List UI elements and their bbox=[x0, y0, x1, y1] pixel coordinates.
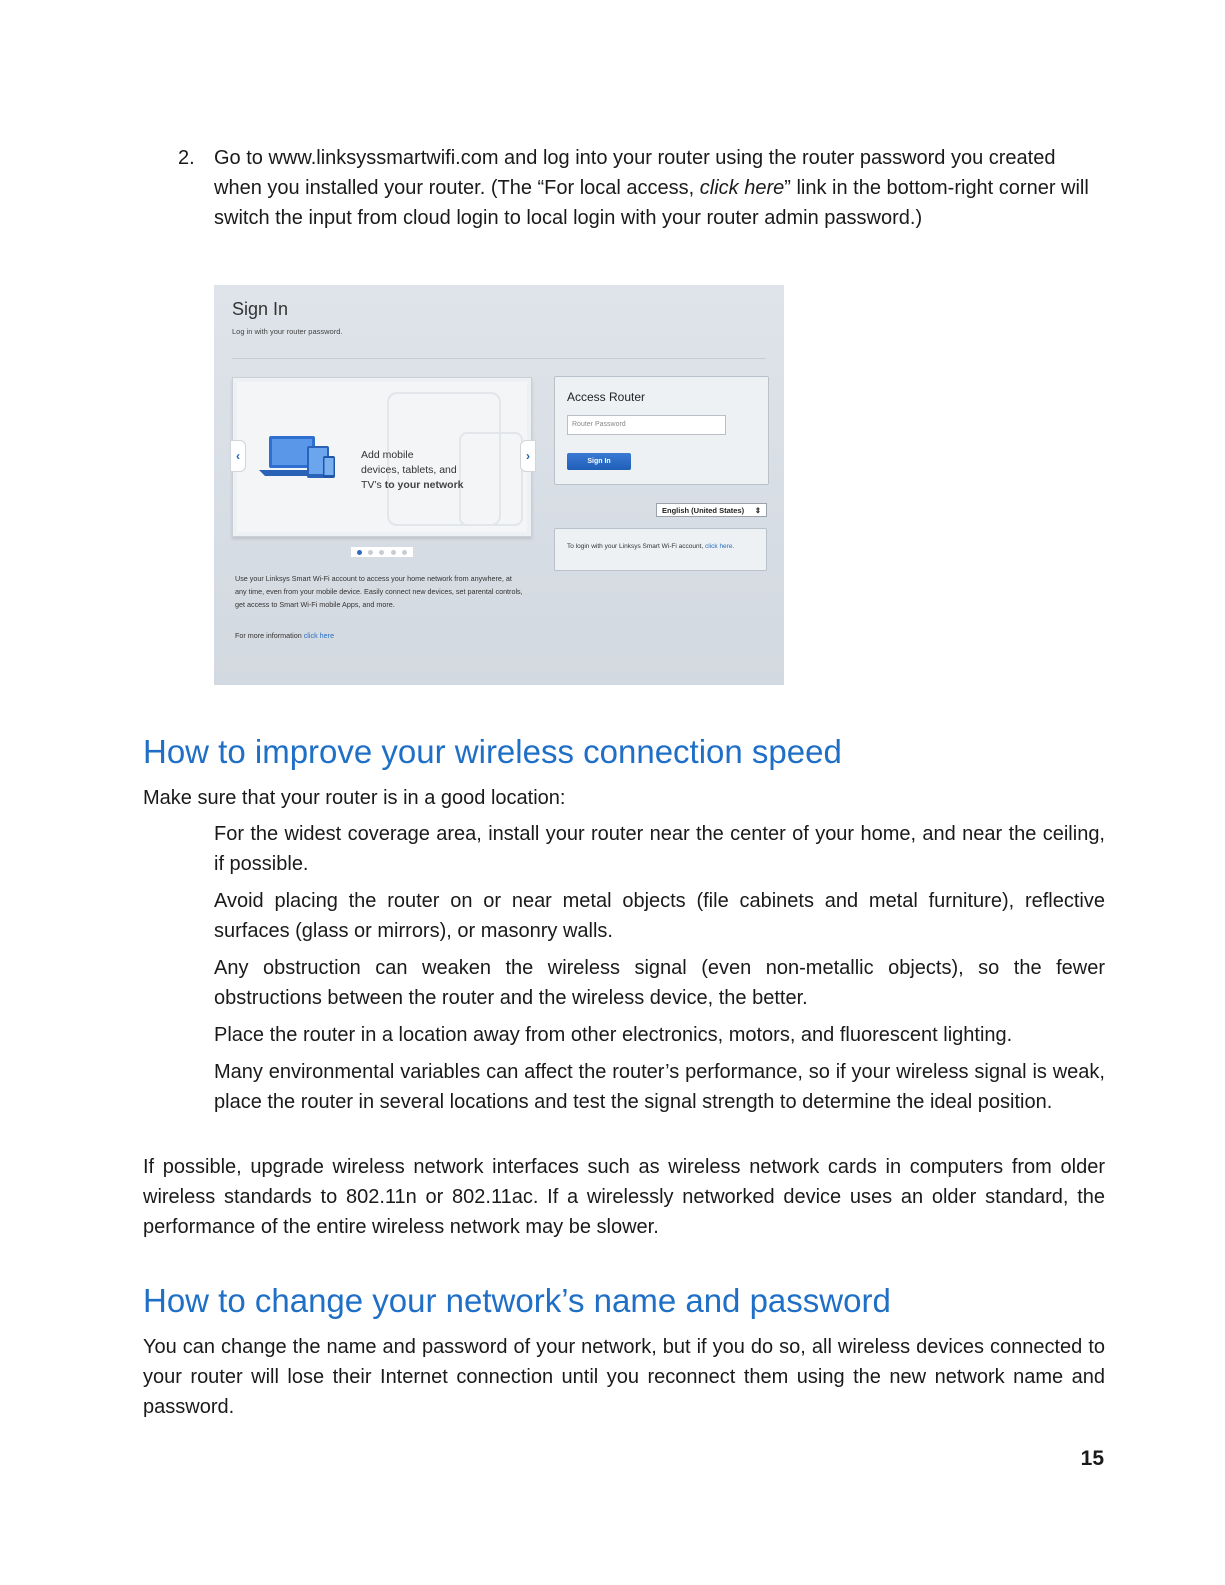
carousel-pagination bbox=[351, 547, 413, 557]
feature-carousel bbox=[232, 377, 532, 537]
upgrade-paragraph: If possible, upgrade wireless network interfaces such as wireless network cards in computers from older wireless standards to 802.11n or 802.11ac. If a wirelessly networked device uses an older standard, the performance of the entire wireless network may be slower. bbox=[143, 1156, 1105, 1238]
sign-in-subtitle: Log in with your router password. bbox=[232, 327, 343, 336]
more-info: For more information click here bbox=[235, 631, 335, 640]
sign-in-screenshot bbox=[214, 285, 784, 685]
list-item: Avoid placing the router on or near metal objects (file cabinets and metal furniture), reflective surfaces (glass or mirrors), or masonry walls. bbox=[214, 890, 1105, 942]
more-info-link[interactable]: click here bbox=[303, 631, 335, 640]
background-device-outline bbox=[459, 432, 523, 526]
section-heading-speed: How to improve your wireless connection speed bbox=[143, 733, 842, 770]
list-item: Any obstruction can weaken the wireless signal (even non-metallic objects), so the fewer obstructions between the router and the wireless device, the better. bbox=[214, 957, 1105, 1009]
cloud-login-panel: To login with your Linksys Smart Wi-Fi account, click here. bbox=[554, 528, 767, 571]
smart-wifi-description: Use your Linksys Smart Wi-Fi account to access your home network from anywhere, at any time, even from your mobile device. Easily connect new devices, set parental controls, get access to Smart Wi-Fi mobile Apps, and more. bbox=[235, 574, 523, 609]
sign-in-title: Sign In bbox=[232, 299, 289, 319]
carousel-dot[interactable] bbox=[368, 550, 373, 555]
carousel-dot[interactable] bbox=[402, 550, 407, 555]
access-router-panel bbox=[554, 376, 769, 485]
location-tips-list bbox=[214, 819, 1105, 1124]
step-2 bbox=[178, 143, 1093, 233]
list-item: Many environmental variables can affect the router’s performance, so if your wireless signal is weak, place the router in several locations and test the signal strength to determine the ideal position. bbox=[214, 1061, 1105, 1113]
updown-chevron-icon: ⇕ bbox=[754, 505, 761, 515]
page-number: 15 bbox=[1080, 1447, 1104, 1470]
divider bbox=[232, 358, 766, 359]
section-heading-name-password: How to change your network’s name and password bbox=[143, 1282, 891, 1319]
carousel-dot[interactable] bbox=[391, 550, 396, 555]
carousel-next-button[interactable] bbox=[520, 440, 536, 472]
language-select[interactable]: English (United States) ⇕ bbox=[656, 503, 767, 517]
devices-icon bbox=[257, 432, 347, 484]
carousel-text: Add mobile devices, tablets, and TV’s to your network bbox=[361, 449, 464, 491]
carousel-prev-button[interactable] bbox=[230, 440, 246, 472]
list-item: Place the router in a location away from other electronics, motors, and fluorescent lighting. bbox=[214, 1024, 1013, 1046]
step-number: 2. bbox=[178, 147, 195, 169]
list-item: For the widest coverage area, install your router near the center of your home, and near the ceiling, if possible. bbox=[214, 823, 1105, 875]
name-password-paragraph: You can change the name and password of your network, but if you do so, all wireless devices connected to your router will lose their Internet connection until you reconnect them using the new network name and password. bbox=[143, 1336, 1105, 1418]
cloud-login-link[interactable]: click here. bbox=[705, 543, 735, 550]
carousel-dot[interactable] bbox=[379, 550, 384, 555]
access-router-heading: Access Router bbox=[567, 390, 646, 404]
sign-in-button[interactable]: Sign In bbox=[567, 453, 631, 470]
carousel-dot[interactable] bbox=[357, 550, 362, 555]
step-text: Go to www.linksyssmartwifi.com and log into your router using the router password you created when you installed your router. (The “For local access, click here” link in the bottom-right corner will switch the input from cloud login to local login with your router admin password.) bbox=[214, 147, 1089, 229]
click-here-emphasis: click here bbox=[699, 177, 785, 199]
chevron-left-icon: ‹ bbox=[236, 449, 240, 463]
router-password-input[interactable]: Router Password bbox=[567, 415, 726, 435]
section-intro: Make sure that your router is in a good location: bbox=[143, 787, 566, 809]
chevron-right-icon: › bbox=[526, 449, 530, 463]
